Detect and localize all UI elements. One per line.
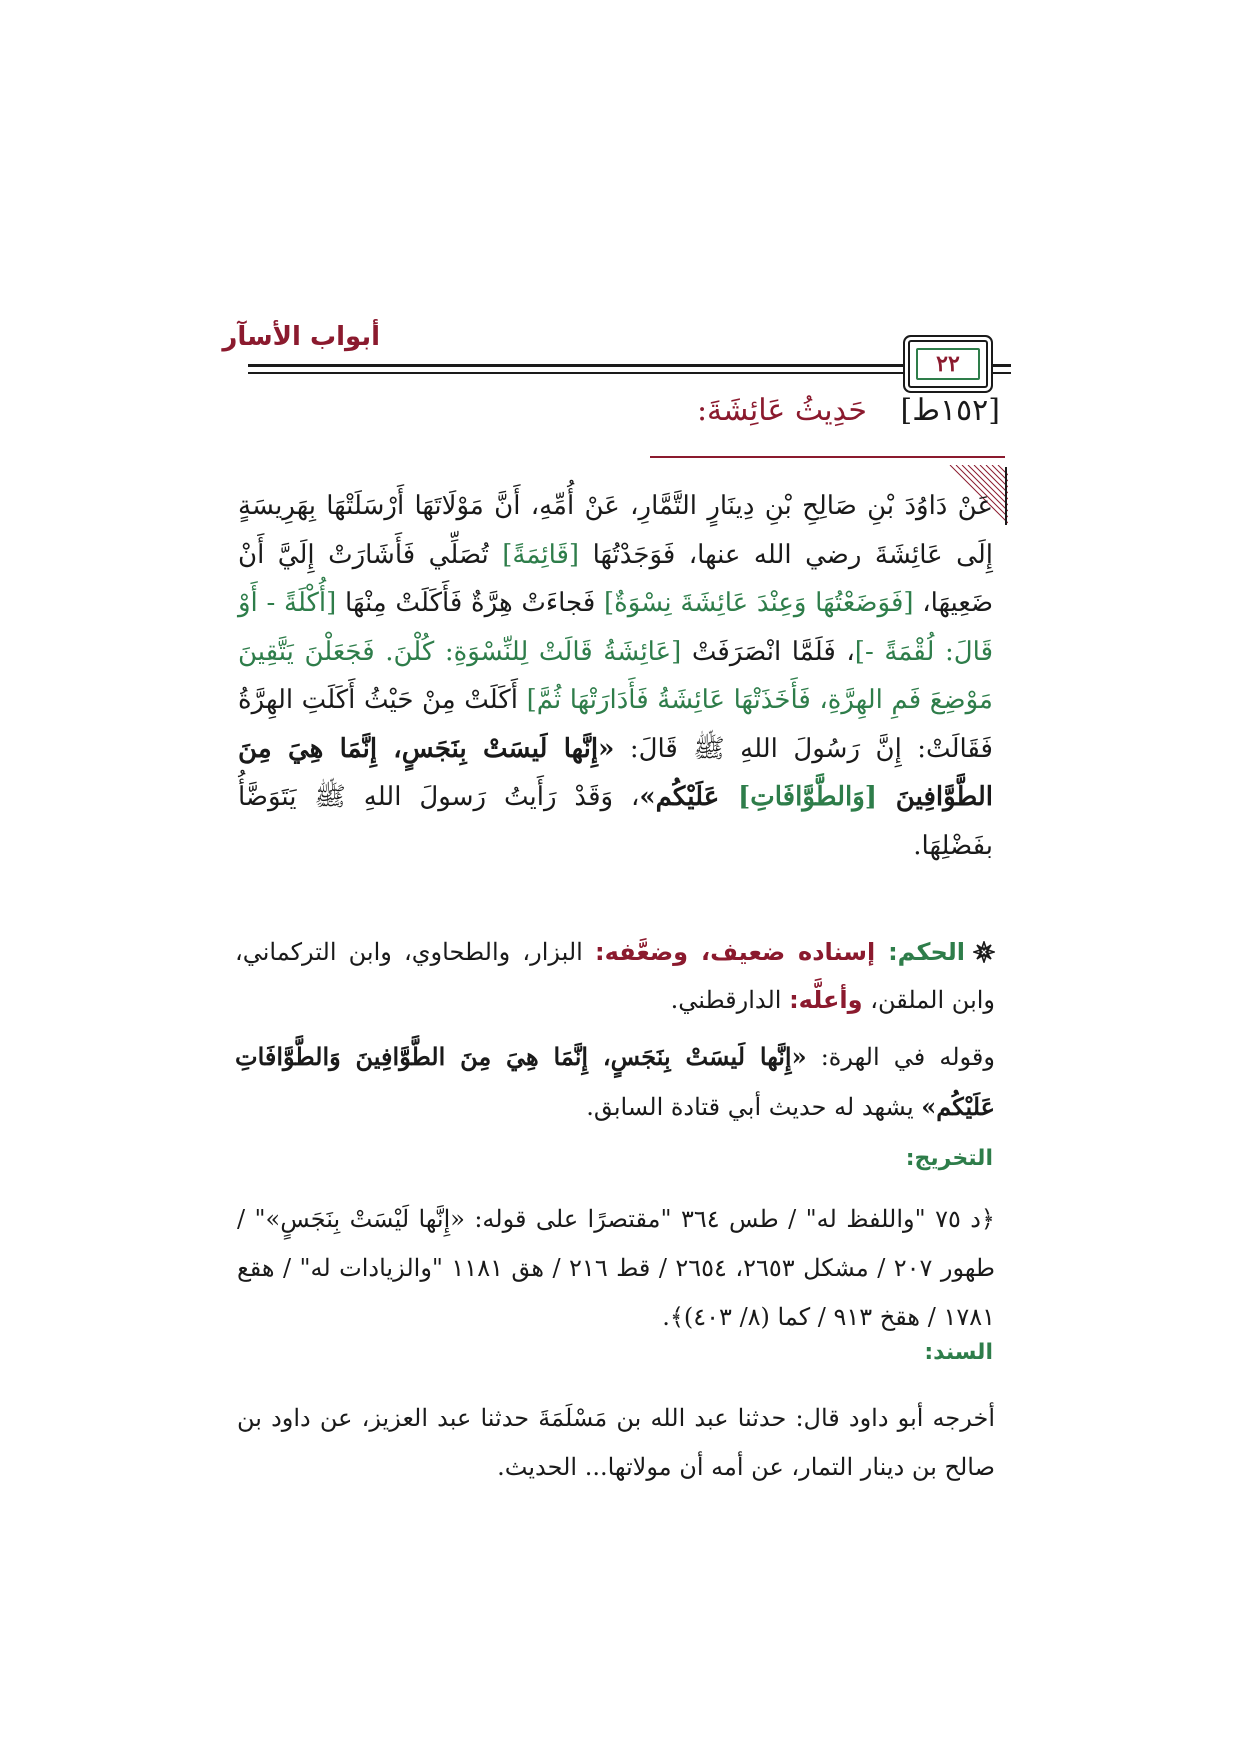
hadith-addition-bold: [وَالطَّوَّافَاتِ] <box>737 782 878 812</box>
section-heading <box>400 393 1000 428</box>
hadith-segment: أَكَلَتْ مِنْ حَيْثُ أَكَلَتِ الهِرَّةُ فَقَالَتْ: إِنَّ رَسُولَ اللهِ ﷺ قَالَ: <box>238 685 993 764</box>
prophetic-saying-end: عَلَيْكُم» <box>639 782 738 812</box>
page-number-frame <box>908 340 988 388</box>
hadith-addition: [فَوَضَعْتُهَا وَعِنْدَ عَائِشَةَ نِسْوَةٌ] <box>603 588 914 618</box>
running-header-title: أبواب الأسآر <box>222 322 380 352</box>
hadith-segment: ، وَقَدْ رَأَيتُ رَسولَ اللهِ ﷺ يَتَوَضَّأُ بفَضْلِهَا. <box>238 782 993 861</box>
takhrij-heading: التخريج: <box>905 1146 993 1171</box>
hadith-segment: تُصَلِّي فَأَشَارَتْ إِلَيَّ أَنْ ضَعِيهَا، <box>238 539 994 618</box>
prophetic-saying: «إِنَّها لَيسَتْ بِنَجَسٍ، إِنَّمَا هِيَ مِنَ الطَّوَّافِينَ <box>238 733 993 812</box>
ruling-illa-label: وأعلَّه: <box>789 986 863 1014</box>
hadith-segment: فَجاءَتْ هِرَّةٌ فَأَكَلَتْ مِنْهَا <box>336 588 604 618</box>
hadith-segment: ، فَلَمَّا انْصَرَفَتْ <box>681 636 855 667</box>
section-number: [١٥٢ط] <box>900 393 1000 428</box>
witness-quote: «إِنَّها لَيسَتْ بِنَجَسٍ، إِنَّمَا هِيَ مِنَ الطَّوَّافِينَ وَالطَّوَّافَاتِ عَلَيْكُم» <box>235 1042 995 1121</box>
header-rule <box>248 364 1011 367</box>
sanad-paragraph: أخرجه أبو داود قال: حدثنا عبد الله بن مَسْلَمَةَ حدثنا عبد العزيز، عن داود بن صالح بن دينار التمار، عن أمه أن مولاتها... الحديث. <box>237 1404 995 1481</box>
flower-ornament-icon <box>973 941 995 963</box>
ruling-scholars: البزار، والطحاوي، وابن التركماني، وابن الملقن، <box>235 938 995 1014</box>
ruling-illa-scholar: الدارقطني. <box>670 986 790 1014</box>
ruling-paragraph <box>235 928 995 1024</box>
header-rule-thin <box>248 372 1011 374</box>
witness-source: يشهد له حديث أبي قتادة السابق. <box>586 1093 922 1121</box>
page-number: ٢٢ <box>916 348 980 380</box>
hadith-text <box>238 482 993 870</box>
witness-paragraph <box>235 1032 995 1132</box>
hadith-addition: [عَائِشَةُ قَالَتْ لِلنِّسْوَةِ: كُلْنَ. فَجَعَلْنَ يَتَّقِينَ مَوْضِعَ فَمِ الهِرَّةِ، فَأَخَذَتْهَا عَائِشَةُ فَأَدَارَتْهَا ثُمَّ] <box>238 636 993 715</box>
ruling-verdict: إسناده ضعيف، وضعَّفه: <box>594 938 889 966</box>
takhrij-paragraph: ﴿د ٧٥ "واللفظ له" / طس ٣٦٤ "مقتصرًا على قوله: «إِنَّها لَيْسَتْ بِنَجَسٍ»" / طهور ٢٠٧ / مشكل ٢٦٥٣، ٢٦٥٤ / قط ٢١٦ / هق ١١٨١ "والزيادات له" / هقع ١٧٨١ / هقخ ٩١٣ / كما (٨/ ٤٠٣)﴾. <box>237 1205 996 1331</box>
section-title: حَدِيثُ عَائِشَةَ: <box>696 393 867 428</box>
hadith-addition: [أُكْلَةً - أَوْ قَالَ: لُقْمَةً -] <box>238 588 993 667</box>
witness-intro: وقوله في الهرة: <box>806 1043 995 1071</box>
hadith-addition: [قَائِمَةً] <box>502 539 580 570</box>
ruling-label: الحكم: <box>888 938 965 966</box>
heading-underline <box>650 456 1005 458</box>
sanad-heading: السند: <box>924 1340 993 1365</box>
hadith-segment: عَنْ دَاوُدَ بْنِ صَالِحِ بْنِ دِينَارٍ التَّمَّارِ، عَنْ أُمِّهِ، أَنَّ مَوْلَاتَهَا أَرْسَلَتْهَا بِهَرِيسَةٍ إِلَى عَائِشَةَ رضي الله عنها، فَوَجَدْتُهَا <box>238 491 994 570</box>
